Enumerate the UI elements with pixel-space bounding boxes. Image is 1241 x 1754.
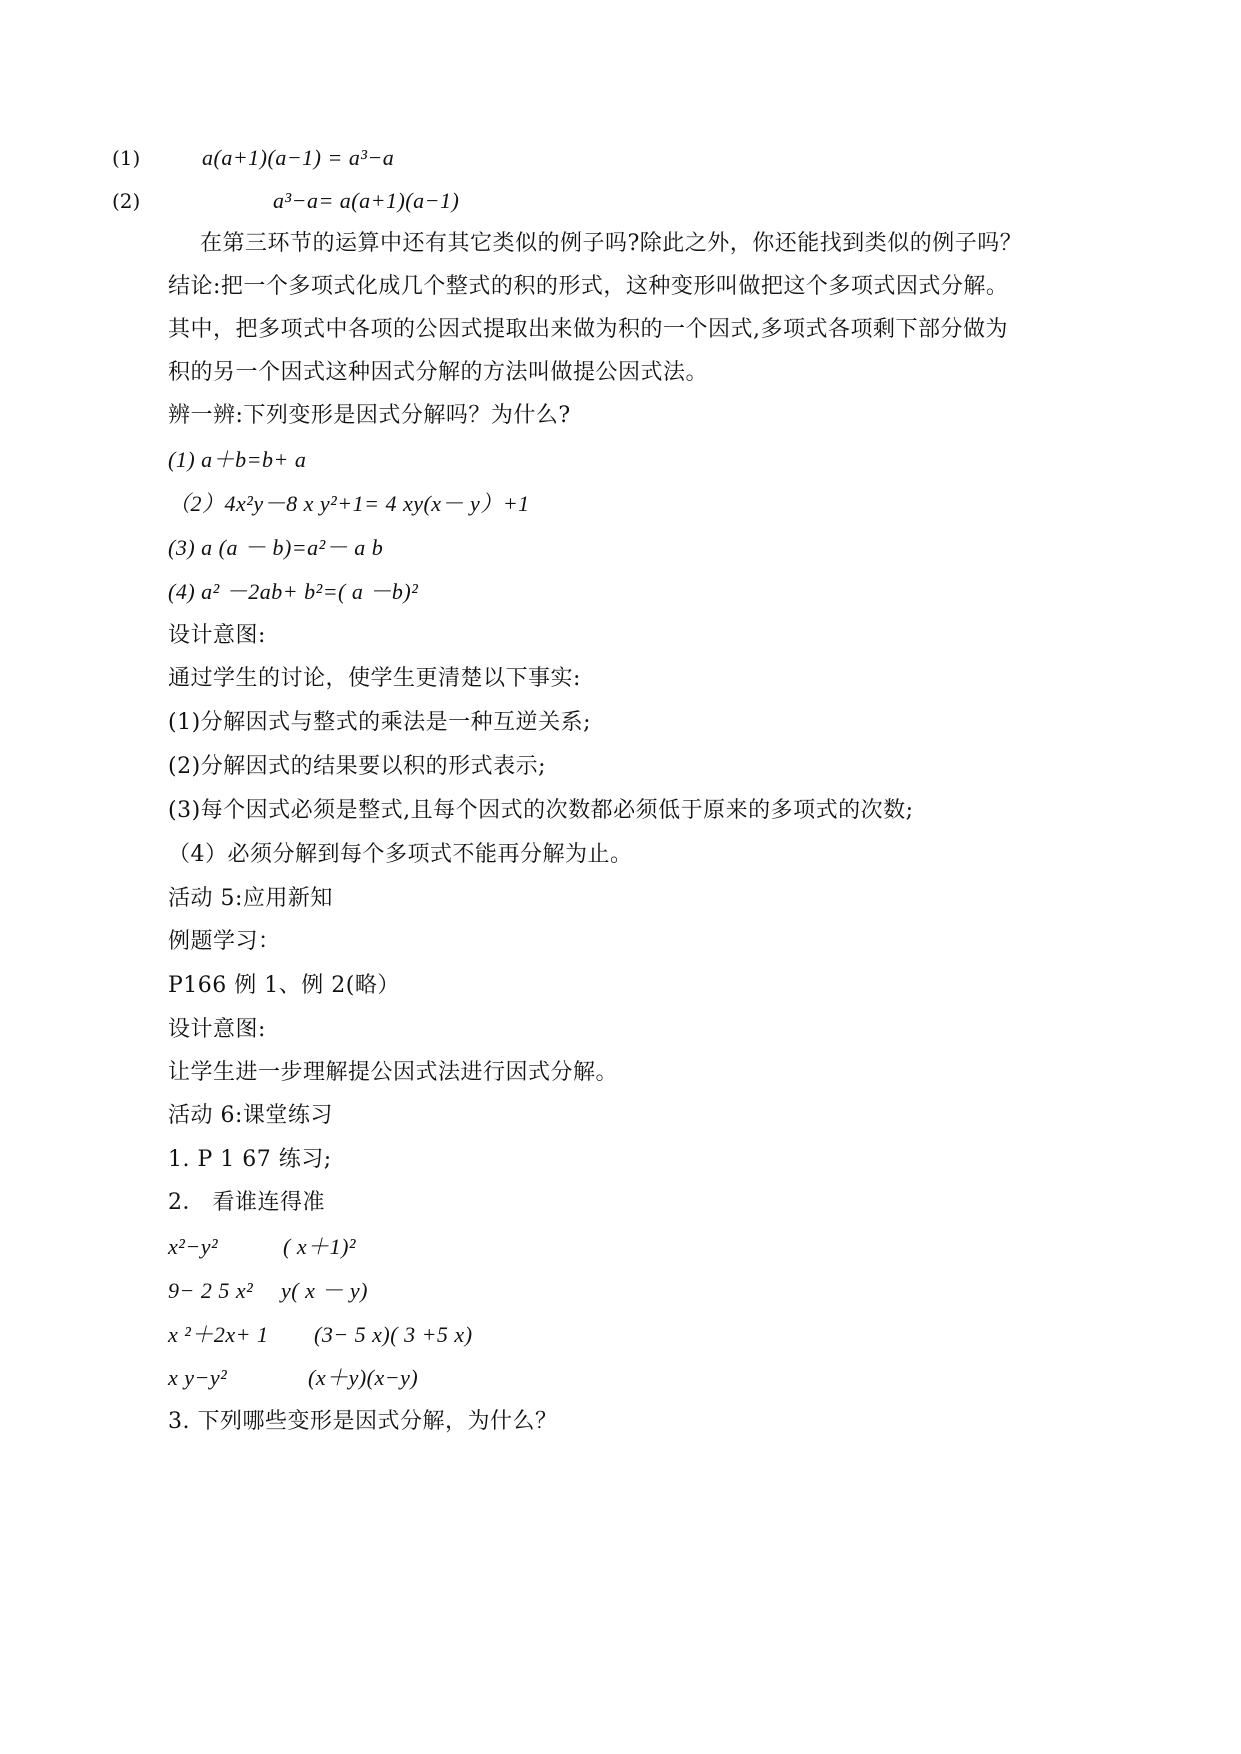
paragraph: 活动 5:应用新知: [168, 886, 333, 911]
equation-label: (1): [112, 146, 141, 170]
matching-left: x y−y²: [168, 1365, 228, 1390]
matching-left: x²−y²: [168, 1234, 219, 1259]
paragraph: (1)分解因式与整式的乘法是一种互逆关系;: [168, 710, 592, 735]
matching-right: (x＋y)(x−y): [308, 1365, 419, 1390]
matching-left: 9− 2 5 x²: [168, 1278, 254, 1303]
matching-right: (3− 5 x)( 3 +5 x): [314, 1322, 473, 1347]
paragraph: 通过学生的讨论，使学生更清楚以下事实:: [168, 666, 581, 691]
paragraph: 辨一辨:下列变形是因式分解吗？为什么?: [168, 403, 571, 428]
paragraph: P166 例 1、例 2(略）: [168, 973, 400, 998]
paragraph: (1) a＋b=b+ a: [168, 447, 307, 472]
paragraph: 例题学习：: [168, 929, 281, 954]
final-question: 3. 下列哪些变形是因式分解，为什么？: [168, 1409, 558, 1434]
paragraph: 其中，把多项式中各项的公因式提取出来做为积的一个因式,多项式各项剩下部分做为: [168, 317, 1008, 342]
paragraph: 设计意图:: [168, 623, 266, 648]
matching-left: x ²＋2x+ 1: [168, 1322, 269, 1347]
paragraph: 让学生进一步理解提公因式法进行因式分解。: [168, 1060, 619, 1085]
paragraph: (2)分解因式的结果要以积的形式表示;: [168, 754, 547, 779]
matching-right: ( x＋1)²: [283, 1234, 357, 1259]
equation-label: (2): [112, 189, 141, 213]
paragraph: 积的另一个因式这种因式分解的方法叫做提公因式法。: [168, 360, 709, 385]
paragraph: (3)每个因式必须是整式,且每个因式的次数都必须低于原来的多项式的次数;: [168, 798, 914, 823]
equation-text: a(a+1)(a−1) = a³−a: [202, 145, 395, 170]
paragraph: （2）4x²y－8 x y²+1= 4 xy(x－ y）+1: [168, 491, 530, 516]
paragraph: (4) a² －2ab+ b²=( a －b)²: [168, 579, 419, 604]
equation-text: a³−a= a(a+1)(a−1): [273, 188, 460, 213]
paragraph: 2． 看谁连得准: [168, 1190, 325, 1215]
paragraph: （4）必须分解到每个多项式不能再分解为止。: [168, 842, 633, 867]
matching-right: y( x － y): [281, 1278, 368, 1303]
paragraph: 结论:把一个多项式化成几个整式的积的形式，这种变形叫做把这个多项式因式分解。: [168, 274, 1009, 299]
paragraph: 设计意图:: [168, 1017, 266, 1042]
paragraph: 在第三环节的运算中还有其它类似的例子吗?除此之外，你还能找到类似的例子吗？: [200, 231, 1023, 256]
paragraph: (3) a (a － b)=a²－ a b: [168, 535, 384, 560]
paragraph: 1. P 1 67 练习;: [168, 1147, 332, 1172]
paragraph: 活动 6:课堂练习: [168, 1103, 333, 1128]
